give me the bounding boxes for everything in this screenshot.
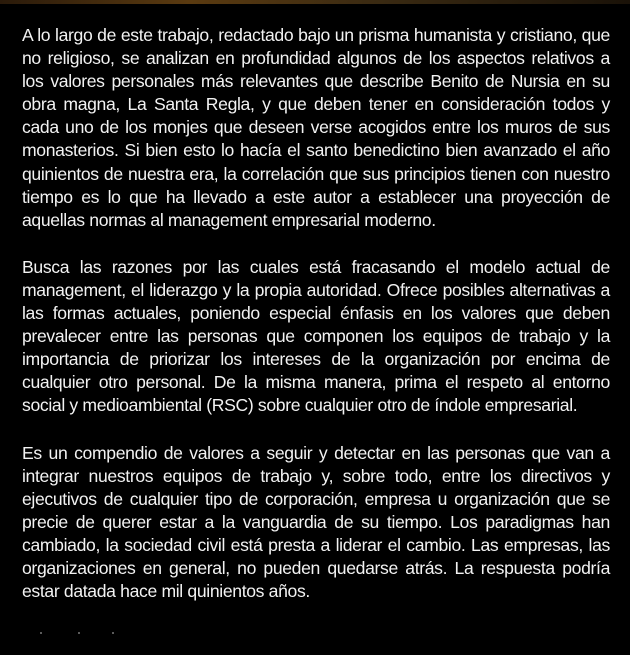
- paragraph-3: Es un compendio de valores a seguir y detectar en las personas que van a integrar nuestros equipos de trabajo y, sobre todo, entre los directivos y ejecutivos de cualquier tipo de corporación, empresa u organización que se precie de querer estar a la vanguardia de su tiempo. Los paradigmas han cambiado, la sociedad civil está presta a liderar el cambio. Las empresas, las organizaciones en general, no pueden quedarse atrás. La respuesta podría estar datada hace mil quinientos años.: [22, 442, 610, 602]
- top-decorative-strip: [0, 0, 630, 4]
- paragraph-1: A lo largo de este trabajo, redactado bajo un prisma humanista y cristiano, que no religioso, se analizan en profundidad algunos de los aspectos relativos a los valores personales más relevantes que describe Benito de Nursia en su obra magna, La Santa Regla, y que deben tener en consideración todos y cada uno de los monjes que deseen verse acogidos entre los muros de sus monasterios. Si bien esto lo hacía el santo benedictino bien avanzado el año quinientos de nuestra era, la correlación que sus principios tienen con nuestro tiempo es lo que ha llevado a este autor a establecer una proyección de aquellas normas al management empresarial moderno.: [22, 25, 610, 230]
- decorative-dots: [40, 632, 120, 636]
- document-body: [22, 24, 610, 627]
- paragraph-2: Busca las razones por las cuales está fracasando el modelo actual de management, el liderazgo y la propia autoridad. Ofrece posibles alternativas a las formas actuales, poniendo especial énfasis en los valores que deben prevalecer entre las personas que componen los equipos de trabajo y la importancia de priorizar los intereses de la organización por encima de cualquier otro personal. De la misma manera, prima el respeto al entorno social y medioambiental (RSC) sobre cualquier otro de índole empresarial.: [22, 256, 610, 416]
